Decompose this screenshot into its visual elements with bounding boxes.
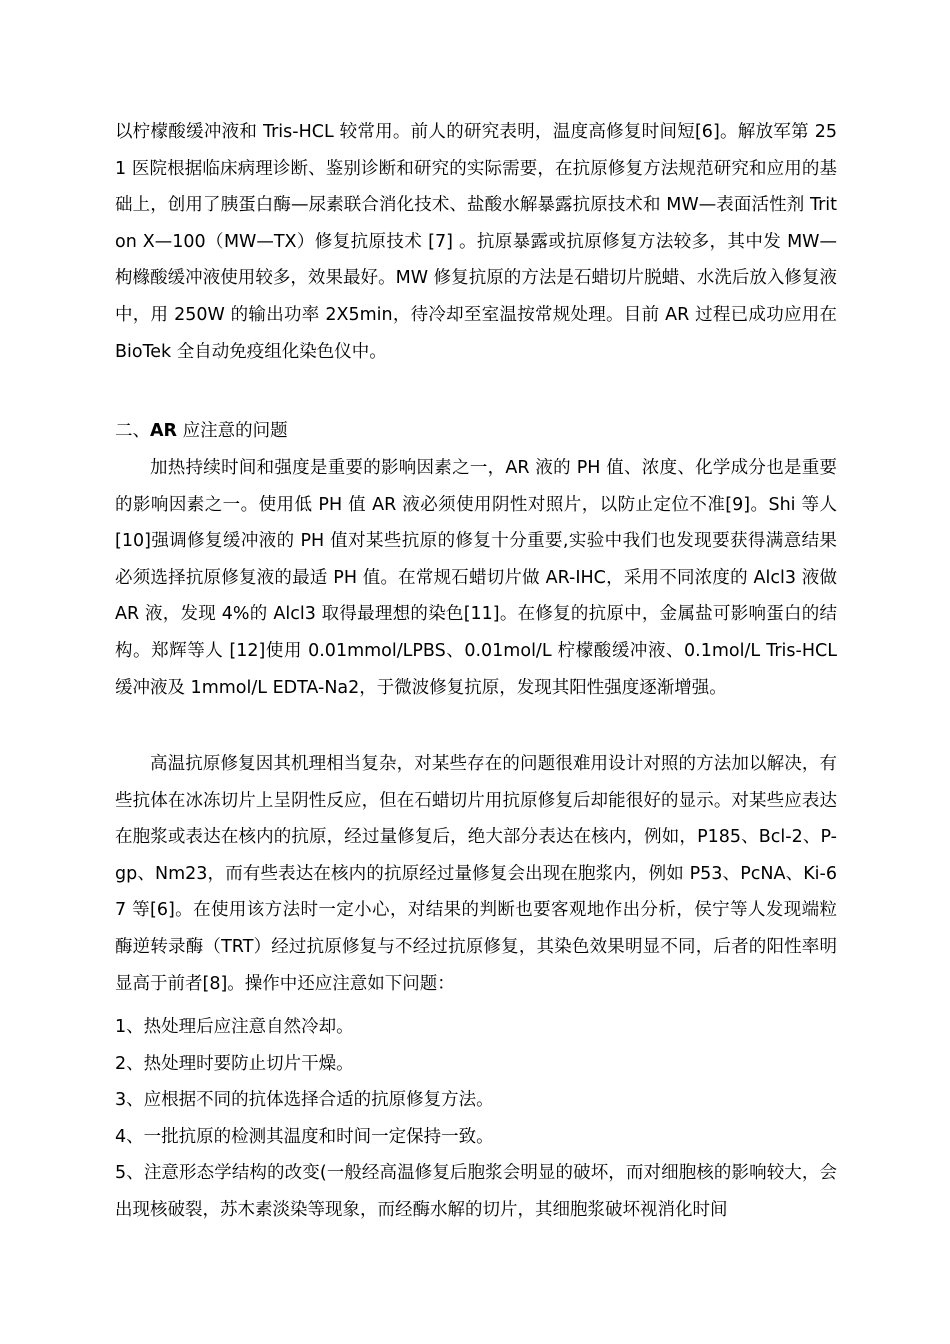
paragraph-1: 加热持续时间和强度是重要的影响因素之一，AR 液的 PH 值、浓度、化学成分也是重要的影响因素之一。使用低 PH 值 AR 液必须使用阴性对照片，以防止定位不准[9]。Shi 等人[10]强调修复缓冲液的 PH 值对某些抗原的修复十分重要,实验中我们也发现要获得满意结果必须选择抗原修复液的最适 PH 值。在常规石蜡切片做 AR-IHC，采用不同浓度的 Alcl3 液做 AR 液，发现 4%的 Alcl3 取得最理想的染色[11]。在修复的抗原中，金属盐可影响蛋白的结构。郑辉等人 [12]使用 0.01mmol/LPBS、0.01mol/L 柠檬酸缓冲液、0.1mol/L Tris-HCL 缓冲液及 1mmol/L EDTA-Na2，于微波修复抗原，发现其阳性强度逐渐增强。: [115, 458, 837, 698]
list-item: 2、热处理时要防止切片干燥。: [115, 1053, 354, 1074]
list-item: 5、注意形态学结构的改变(一般经高温修复后胞浆会明显的破坏，而对细胞核的影响较大，会出现核破裂，苏木素淡染等现象，而经酶水解的切片，其细胞浆破坏视消化时间: [115, 1163, 837, 1220]
section-heading-bold: AR: [150, 421, 178, 441]
intro-paragraph: 以柠檬酸缓冲液和 Tris-HCL 较常用。前人的研究表明，温度高修复时间短[6]。解放军第 251 医院根据临床病理诊断、鉴别诊断和研究的实际需要，在抗原修复方法规范研究和应用的基础上，创用了胰蛋白酶—尿素联合消化技术、盐酸水解暴露抗原技术和 MW—表面活性剂 Triton X—100（MW—TX）修复抗原技术 [7] 。抗原暴露或抗原修复方法较多，其中发 MW—枸橼酸缓冲液使用较多，效果最好。MW 修复抗原的方法是石蜡切片脱蜡、水洗后放入修复液中，用 250W 的输出功率 2X5min，待冷却至室温按常规处理。目前 AR 过程已成功应用在 BioTek 全自动免疫组化染色仪中。: [115, 122, 837, 362]
precaution-list: [115, 1009, 837, 1229]
list-item: 4、一批抗原的检测其温度和时间一定保持一致。: [115, 1126, 494, 1147]
section-heading-rest: 应注意的问题: [177, 421, 288, 441]
paragraph-2: 高温抗原修复因其机理相当复杂，对某些存在的问题很难用设计对照的方法加以解决，有些抗体在冰冻切片上呈阴性反应，但在石蜡切片用抗原修复后却能很好的显示。对某些应表达在胞浆或表达在核内的抗原，经过量修复后，绝大部分表达在核内，例如，P185、Bcl-2、P-gp、Nm23，而有些表达在核内的抗原经过量修复会出现在胞浆内，例如 P53、PcNA、Ki-67 等[6]。在使用该方法时一定小心，对结果的判断也要客观地作出分析，侯宁等人发现端粒酶逆转录酶（TRT）经过抗原修复与不经过抗原修复，其染色效果明显不同，后者的阳性率明显高于前者[8]。操作中还应注意如下问题：: [115, 754, 837, 994]
section-heading: [115, 413, 837, 449]
list-item: 3、应根据不同的抗体选择合适的抗原修复方法。: [115, 1090, 494, 1111]
section-heading-number: 二、: [115, 421, 150, 441]
list-item: 1、热处理后应注意自然冷却。: [115, 1017, 354, 1037]
